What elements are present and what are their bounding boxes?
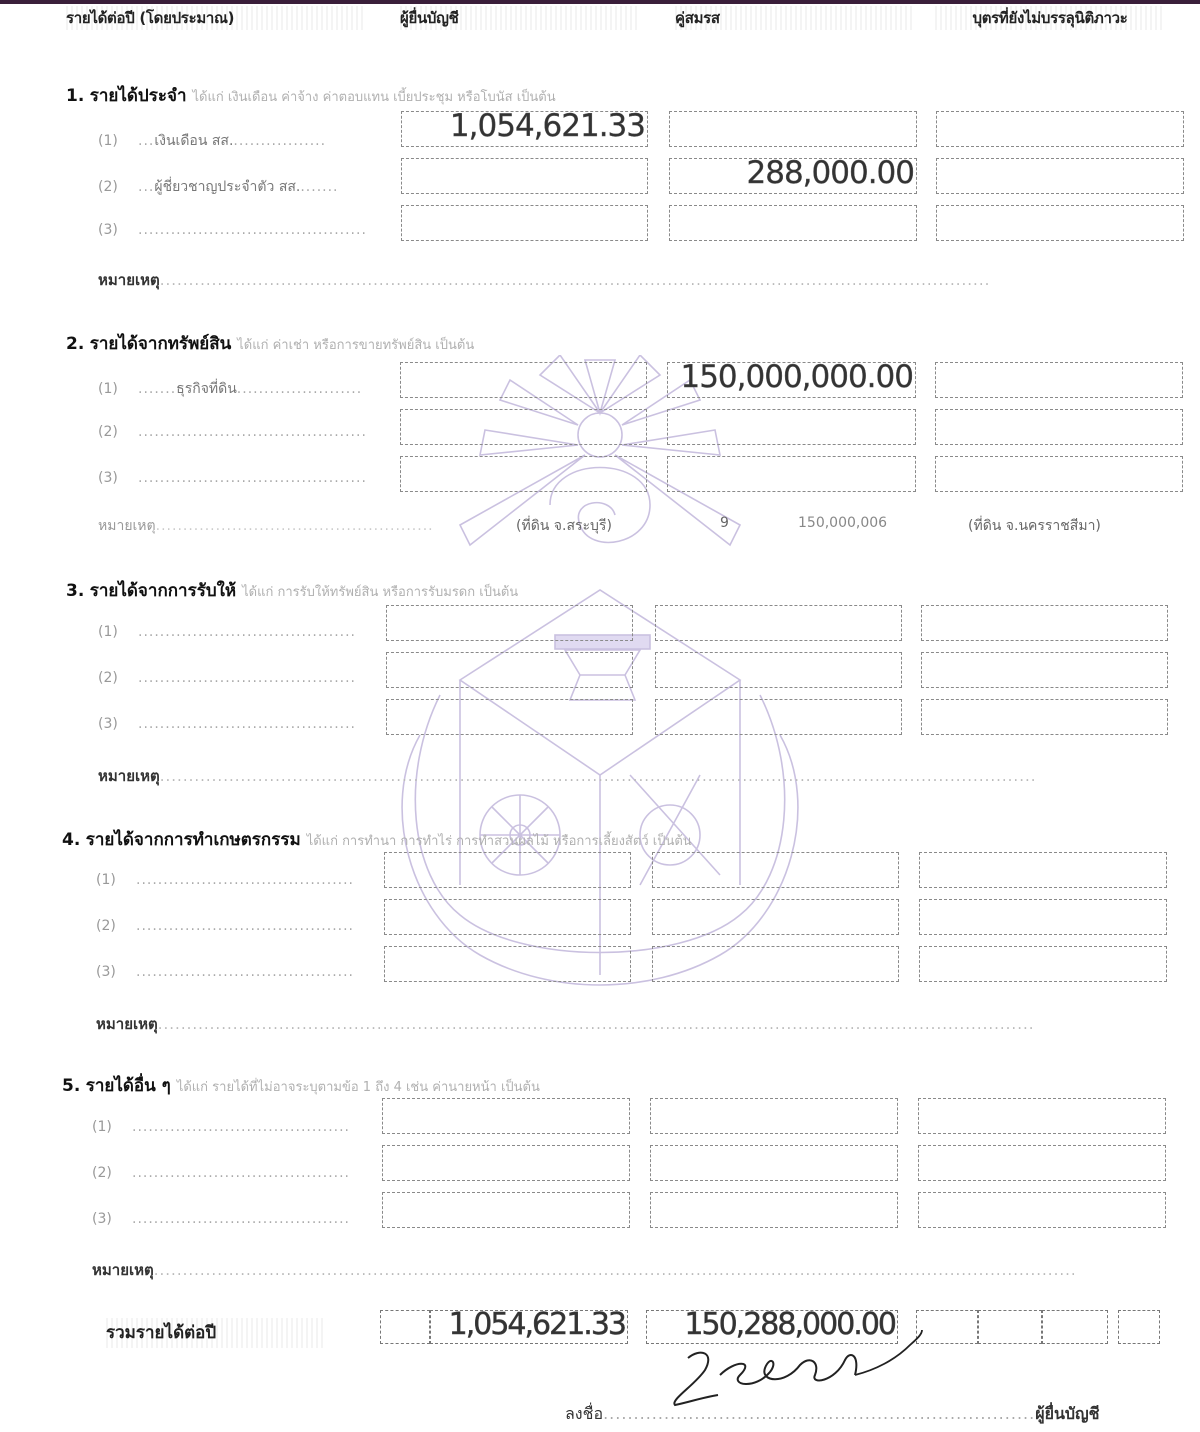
section-1-row-3-label: (3) .......................................... [98,222,367,238]
s5r1-children-field[interactable] [918,1098,1166,1134]
row-label-text: ธุรกิจที่ดิน [176,381,237,397]
section-2-row-2-label: (2) .......................................... [98,424,367,440]
s3r2-children-field[interactable] [921,652,1168,688]
section-5-note: หมายเหตุ................................................................................................................................................................ [92,1261,1077,1279]
row-number: (1) [98,624,118,640]
s1r3-filer-field[interactable] [401,205,648,241]
s2r1-filer-field[interactable] [400,362,647,398]
field-value: 288,000.00 [746,155,914,191]
s4r1-spouse-field[interactable] [652,852,899,888]
section-3-description: ได้แก่ การรับให้ทรัพย์สิน หรือการรับมรดก เป็นต้น [242,585,519,600]
section-5-row-2-label: (2) ........................................ [92,1165,351,1181]
section-2-row-3-label: (3) .......................................... [98,470,367,486]
total-spouse-value: 150,288,000.00 [684,1307,895,1342]
s4r3-filer-field[interactable] [384,946,631,982]
row-number: (3) [98,470,118,486]
total-children-field-4[interactable] [1118,1310,1160,1344]
row-number: (2) [98,670,118,686]
s1r3-children-field[interactable] [936,205,1184,241]
row-number: (2) [98,424,118,440]
s3r3-spouse-field[interactable] [655,699,902,735]
s1r2-children-field[interactable] [936,158,1184,194]
row-number: (3) [96,964,116,980]
section-4-note: หมายเหตุ........................................................................................................................................................ [96,1015,1035,1033]
s5r2-children-field[interactable] [918,1145,1166,1181]
s4r2-spouse-field[interactable] [652,899,899,935]
header-col-spouse-text: คู่สมรส [675,9,720,27]
row-number: (1) [98,133,118,149]
section-3-row-3-label: (3) ........................................ [98,716,357,732]
section-2-description: ได้แก่ ค่าเช่า หรือการขายทรัพย์สิน เป็นต้น [237,338,475,353]
section-5-row-3-label: (3) ........................................ [92,1211,351,1227]
section-3-number: 3. [66,581,85,601]
row-number: (3) [98,222,118,238]
s1r2-filer-field[interactable] [401,158,648,194]
s2r1-spouse-field[interactable] [667,359,916,398]
section-4-heading [62,826,692,853]
section-4-row-3-label: (3) ........................................ [96,964,355,980]
section-2-heading [66,330,474,357]
s5r3-children-field[interactable] [918,1192,1166,1228]
section-4-description: ได้แก่ การทำนา การทำไร่ การทำสวนผลไม้ หรือการเลี้ยงสัตว์ เป็นต้น [306,834,692,849]
section-3-row-1-label: (1) ........................................ [98,624,357,640]
total-income-label [106,1318,326,1348]
total-children-field-3[interactable] [1042,1310,1108,1344]
row-number: (3) [92,1211,112,1227]
s5r2-filer-field[interactable] [382,1145,630,1181]
s3r1-children-field[interactable] [921,605,1168,641]
note-location-1: (ที่ดิน จ.สระบุรี) [516,518,612,534]
field-value: 150,000,000.00 [680,359,913,395]
header-title-text: รายได้ต่อปี (โดยประมาณ) [66,9,235,27]
s3r1-filer-field[interactable] [386,605,633,641]
s5r1-spouse-field[interactable] [650,1098,898,1134]
section-5-title: รายได้อื่น ๆ [85,1076,171,1096]
s4r2-children-field[interactable] [919,899,1167,935]
s5r3-spouse-field[interactable] [650,1192,898,1228]
signature-line: ลงชื่อ.......................................................................ผู้ยื่นบัญชี [565,1404,1100,1423]
s1r2-spouse-field[interactable] [669,155,917,194]
header-col-children [935,6,1165,30]
header-col-filer [400,6,640,30]
s2r3-spouse-field[interactable] [667,456,916,492]
section-5-row-1-label: (1) ........................................ [92,1119,351,1135]
total-income-label-text: รวมรายได้ต่อปี [106,1323,217,1343]
s4r3-children-field[interactable] [919,946,1167,982]
section-1-note: หมายเหตุ................................................................................................................................................ [98,271,991,289]
s1r3-spouse-field[interactable] [669,205,917,241]
row-number: (2) [92,1165,112,1181]
s1r1-spouse-field[interactable] [669,111,917,147]
note-amount-1: 9 [720,515,729,531]
s2r1-children-field[interactable] [935,362,1183,398]
total-filer-value: 1,054,621.33 [448,1307,625,1342]
header-title [66,6,366,30]
note-label: หมายเหตุ [98,767,160,785]
section-4-title: รายได้จากการทำเกษตรกรรม [85,830,301,850]
section-2-row-1-label: (1) .......ธุรกิจที่ดิน....................... [98,381,363,397]
header-col-filer-text: ผู้ยื่นบัญชี [400,9,459,27]
s4r1-children-field[interactable] [919,852,1167,888]
row-number: (1) [96,872,116,888]
s3r2-filer-field[interactable] [386,652,633,688]
section-1-heading [66,82,556,109]
row-label-text: เงินเดือน สส. [154,133,234,149]
s3r1-spouse-field[interactable] [655,605,902,641]
row-number: (1) [92,1119,112,1135]
section-3-title: รายได้จากการรับให้ [89,581,237,601]
row-number: (2) [98,179,118,195]
signature-suffix: ผู้ยื่นบัญชี [1035,1404,1100,1423]
field-value: 1,054,621.33 [449,108,645,144]
row-number: (2) [96,918,116,934]
section-1-row-1-label: (1) ...เงินเดือน สส.................. [98,133,327,149]
note-label: หมายเหตุ [98,271,160,289]
section-2-number: 2. [66,334,85,354]
note-label: หมายเหตุ [96,1015,158,1033]
s5r1-filer-field[interactable] [382,1098,630,1134]
s1r1-children-field[interactable] [936,111,1184,147]
section-2-title: รายได้จากทรัพย์สิน [89,334,232,354]
signature-prefix: ลงชื่อ [565,1404,604,1423]
section-4-row-2-label: (2) ........................................ [96,918,355,934]
section-5-heading [62,1072,540,1099]
total-filer-field[interactable] [430,1307,628,1344]
s3r2-spouse-field[interactable] [655,652,902,688]
section-1-title: รายได้ประจำ [89,86,187,106]
section-1-row-2-label: (2) ...ผู้ชี่ยวชาญประจำตัว สส........ [98,179,339,195]
header-col-children-text: บุตรที่ยังไม่บรรลุนิติภาวะ [972,9,1128,27]
s4r1-filer-field[interactable] [384,852,631,888]
section-4-number: 4. [62,830,81,850]
s2r2-children-field[interactable] [935,409,1183,445]
section-4-row-1-label: (1) ........................................ [96,872,355,888]
s5r2-spouse-field[interactable] [650,1145,898,1181]
s2r2-spouse-field[interactable] [667,409,916,445]
s2r2-filer-field[interactable] [400,409,647,445]
section-2-note: หมายเหตุ................................................... (ที่ดิน จ.สระบุรี) 9 150,000,006 (ที่ดิน จ.นครราชสีมา) [98,515,434,537]
s2r3-children-field[interactable] [935,456,1183,492]
s4r3-spouse-field[interactable] [652,946,899,982]
note-amount-2: 150,000,006 [798,515,888,531]
section-3-heading [66,577,518,604]
note-location-2: (ที่ดิน จ.นครราชสีมา) [968,518,1101,534]
section-1-number: 1. [66,86,85,106]
note-label: หมายเหตุ [98,518,156,534]
section-5-description: ได้แก่ รายได้ที่ไม่อาจระบุตามข้อ 1 ถึง 4 เช่น ค่านายหน้า เป็นต้น [176,1080,540,1095]
section-3-row-2-label: (2) ........................................ [98,670,357,686]
section-1-description: ได้แก่ เงินเดือน ค่าจ้าง ค่าตอบแทน เบี้ยประชุม หรือโบนัส เป็นต้น [192,90,556,105]
s2r3-filer-field[interactable] [400,456,647,492]
total-children-field-2[interactable] [978,1310,1042,1344]
s3r3-filer-field[interactable] [386,699,633,735]
s4r2-filer-field[interactable] [384,899,631,935]
row-label-text: ผู้ชี่ยวชาญประจำตัว สส. [154,179,301,195]
row-number: (3) [98,716,118,732]
s3r3-children-field[interactable] [921,699,1168,735]
s1r1-filer-field[interactable] [401,108,648,147]
total-box-blank [380,1310,430,1344]
s5r3-filer-field[interactable] [382,1192,630,1228]
row-number: (1) [98,381,118,397]
top-border [0,0,1200,4]
header-col-spouse [675,6,915,30]
section-5-number: 5. [62,1076,81,1096]
note-label: หมายเหตุ [92,1261,154,1279]
section-3-note: หมายเหตุ........................................................................................................................................................ [98,767,1037,785]
